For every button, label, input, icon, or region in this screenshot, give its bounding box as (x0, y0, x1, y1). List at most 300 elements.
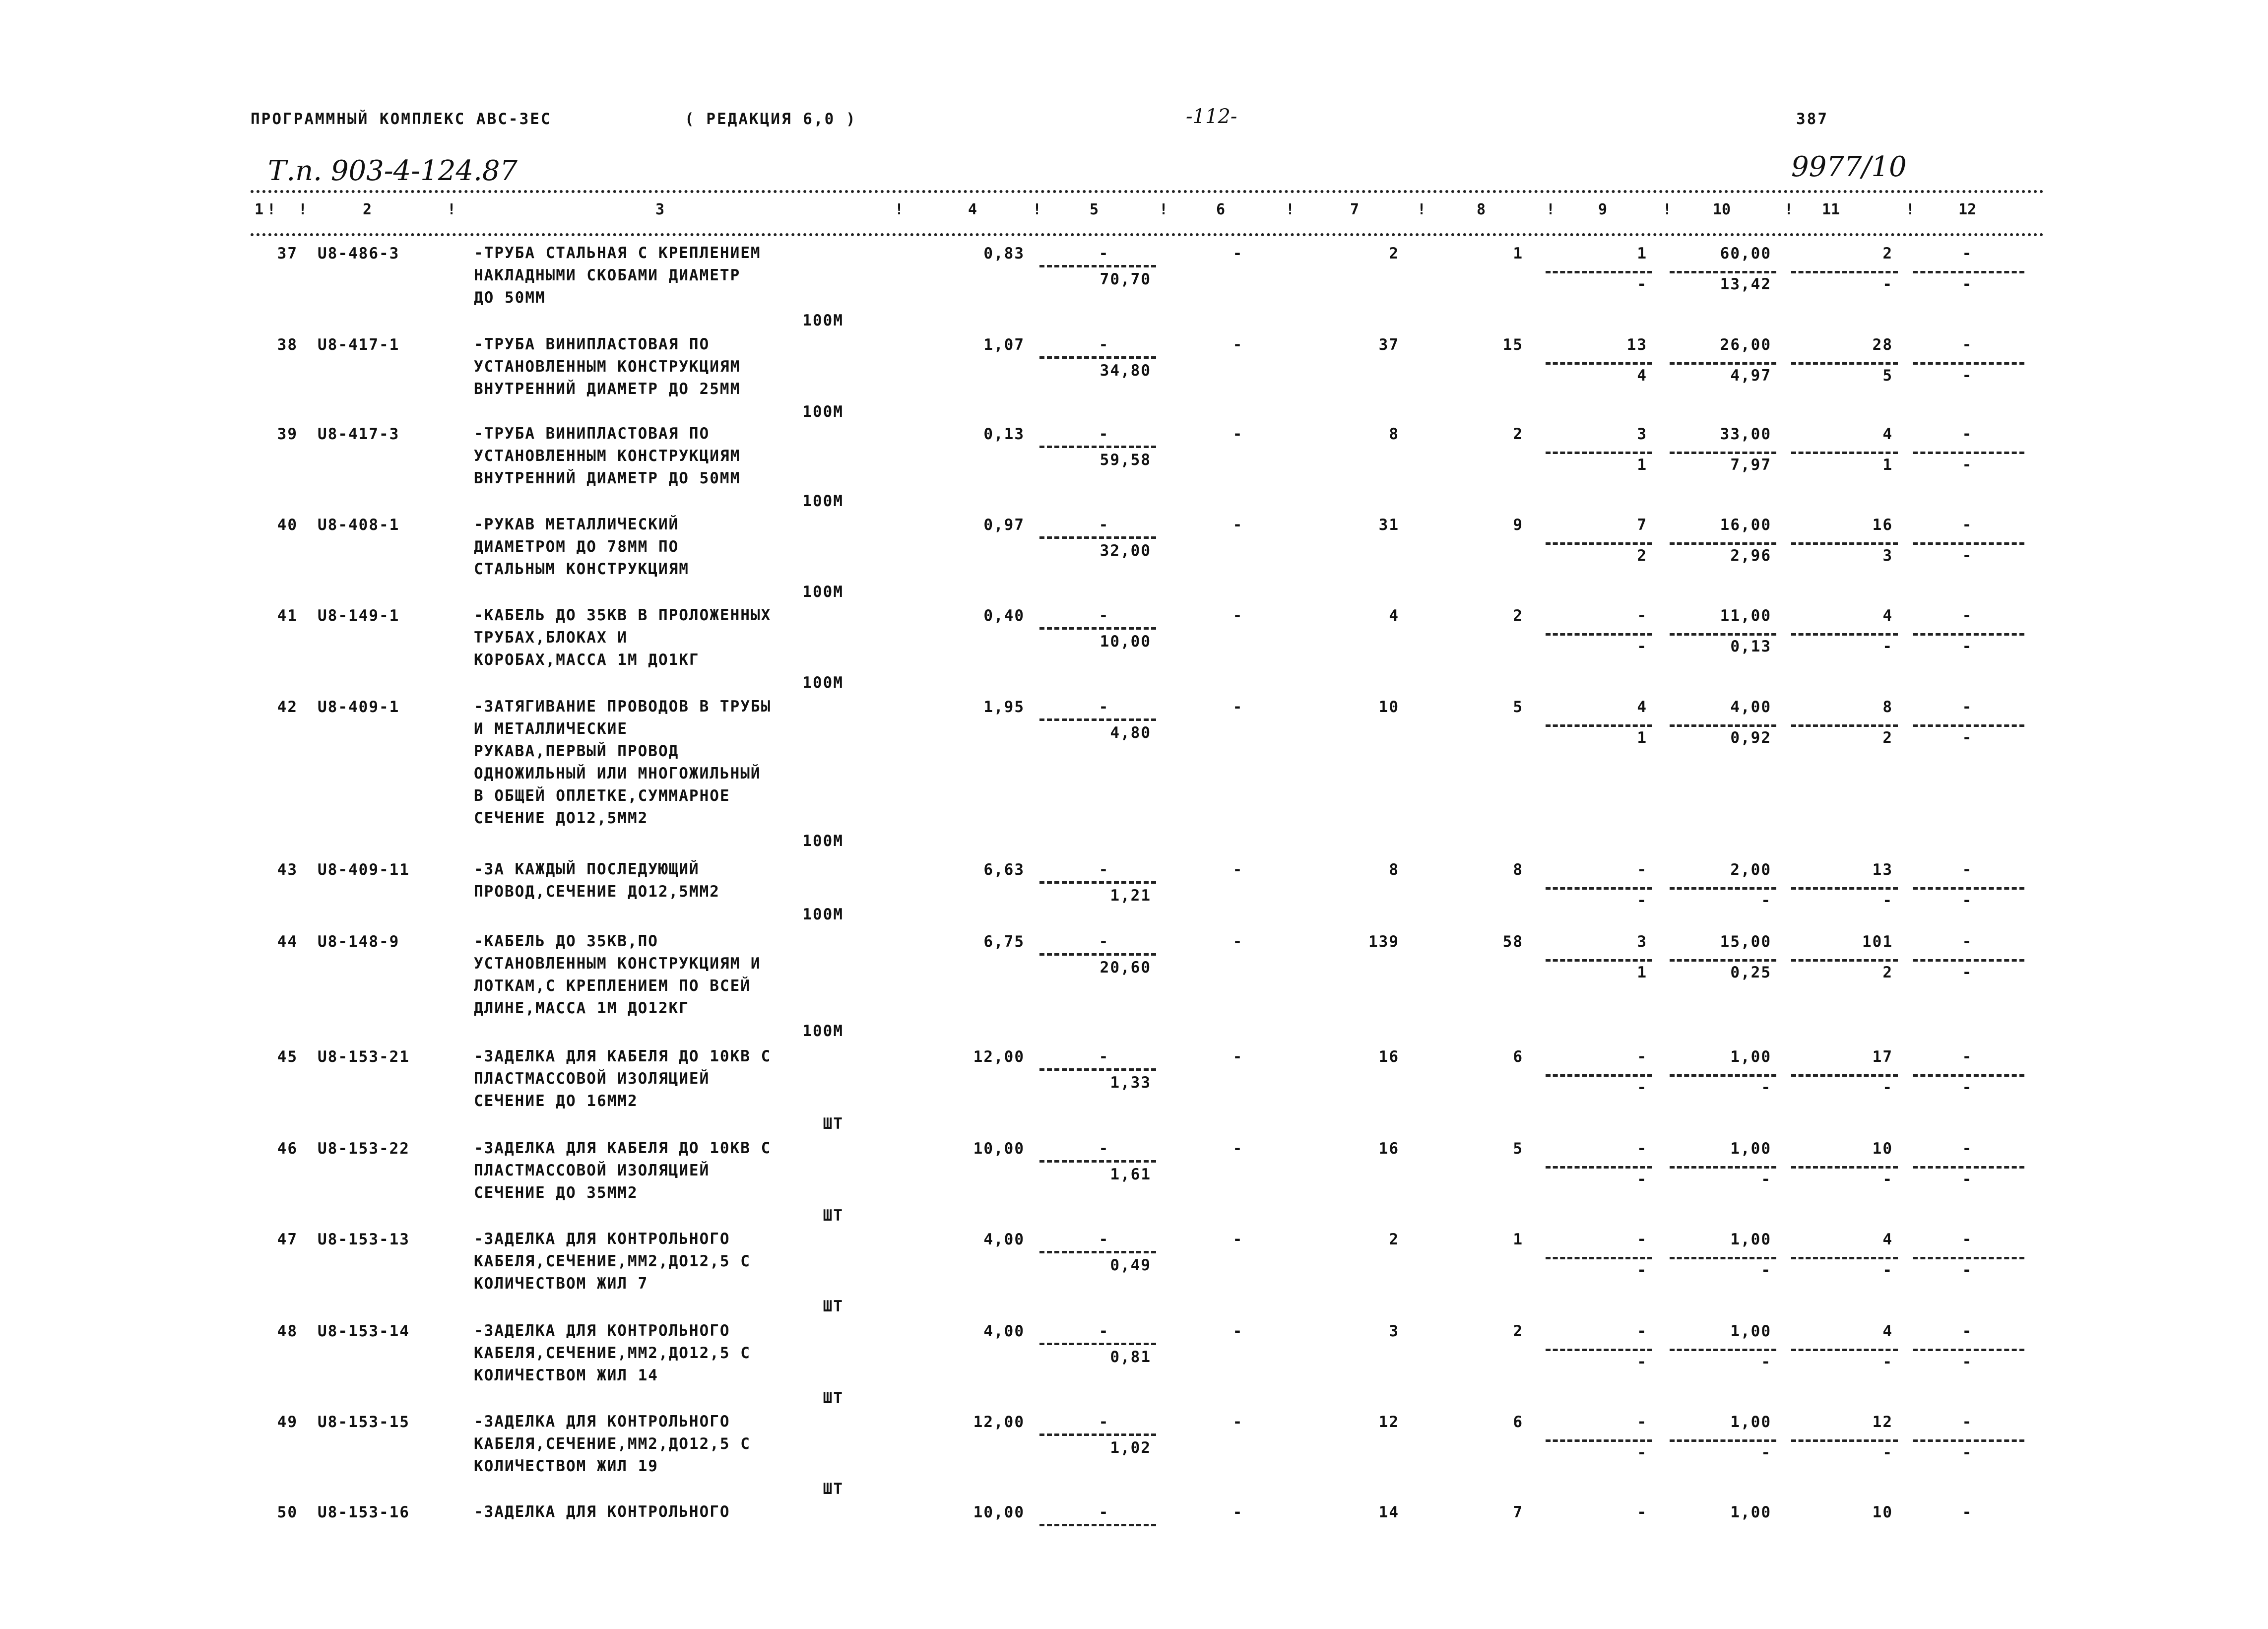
fraction-divider (1791, 1349, 1898, 1351)
rate-code: U8-153-16 (318, 1503, 410, 1521)
col8-value: 5 (1513, 1140, 1523, 1158)
column-header-1: 1 (254, 201, 264, 218)
column-separator: ! (298, 201, 308, 218)
col11-top: 28 (1872, 336, 1893, 354)
measure-unit: 100М (802, 674, 843, 692)
col10-top: 1,00 (1730, 1322, 1771, 1340)
quantity: 4,00 (983, 1322, 1025, 1340)
fraction-divider (1546, 1166, 1652, 1169)
description-line: ВНУТРЕННИЙ ДИАМЕТР ДО 50ММ (474, 469, 741, 487)
col12-bottom: - (1962, 367, 1973, 385)
col9-top: 3 (1637, 933, 1647, 951)
col9-bottom: - (1637, 892, 1647, 910)
col6-value: - (1232, 607, 1243, 625)
col9-top: - (1637, 1322, 1647, 1340)
col11-bottom: - (1882, 275, 1893, 293)
col11-bottom: - (1882, 1444, 1893, 1462)
description-line: -ЗАДЕЛКА ДЛЯ КОНТРОЛЬНОГО (474, 1503, 730, 1521)
col11-top: 4 (1882, 425, 1893, 443)
quantity: 0,40 (983, 607, 1025, 625)
row-number: 39 (277, 425, 298, 443)
fraction-divider (1791, 633, 1898, 636)
col12-top: - (1962, 698, 1973, 716)
col9-top: - (1637, 1413, 1647, 1431)
col5-top: - (1099, 1140, 1109, 1158)
col10-bottom: - (1761, 1444, 1771, 1462)
quantity: 0,13 (983, 425, 1025, 443)
col6-value: - (1232, 1140, 1243, 1158)
col9-top: - (1637, 607, 1647, 625)
fraction-divider (1039, 536, 1156, 539)
fraction-divider (1670, 1439, 1776, 1442)
col12-top: - (1962, 1413, 1973, 1431)
fraction-divider (1670, 1166, 1776, 1169)
col6-value: - (1232, 1503, 1243, 1521)
col7-value: 12 (1378, 1413, 1399, 1431)
col11-top: 16 (1872, 516, 1893, 534)
description-line: ОДНОЖИЛЬНЫЙ ИЛИ МНОГОЖИЛЬНЫЙ (474, 765, 761, 782)
col8-value: 9 (1513, 516, 1523, 534)
fraction-divider (1670, 1074, 1776, 1077)
description-line: КОЛИЧЕСТВОМ ЖИЛ 7 (474, 1275, 648, 1293)
description-line: ДО 50ММ (474, 289, 546, 307)
col11-bottom: - (1882, 892, 1893, 910)
col6-value: - (1232, 698, 1243, 716)
fraction-divider (1791, 1074, 1898, 1077)
description-line: -ТРУБА ВИНИПЛАСТОВАЯ ПО (474, 425, 710, 443)
work-description (474, 604, 771, 671)
description-line: -КАБЕЛЬ ДО 35КВ В ПРОЛОЖЕННЫХ (474, 606, 772, 624)
col10-top: 15,00 (1720, 933, 1771, 951)
col5-top: - (1099, 1322, 1109, 1340)
col5-bottom: 32,00 (1100, 542, 1151, 560)
col6-value: - (1232, 425, 1243, 443)
project-code: Т.п. 903-4-124.87 (268, 155, 518, 187)
col10-top: 26,00 (1720, 336, 1771, 354)
col5-top: - (1099, 933, 1109, 951)
measure-unit: ШТ (823, 1207, 843, 1225)
column-header-12: 12 (1958, 201, 1977, 218)
work-description (474, 1501, 730, 1523)
fraction-divider (1546, 452, 1652, 454)
fraction-divider (1791, 1257, 1898, 1259)
fraction-divider (1791, 362, 1898, 365)
column-header-7: 7 (1350, 201, 1360, 218)
work-description (474, 423, 740, 490)
col11-top: 2 (1882, 245, 1893, 262)
col8-value: 2 (1513, 1322, 1523, 1340)
column-separator: ! (1784, 201, 1794, 218)
col12-bottom: - (1962, 1079, 1973, 1097)
col6-value: - (1232, 1413, 1243, 1431)
fraction-divider (1546, 1074, 1652, 1077)
description-line: КОРОБАХ,МАССА 1М ДО1КГ (474, 651, 700, 669)
description-line: И МЕТАЛЛИЧЕСКИЕ (474, 720, 628, 738)
col11-bottom: 2 (1882, 964, 1893, 981)
rate-code: U8-417-3 (318, 425, 400, 443)
col5-top: - (1099, 245, 1109, 262)
rate-code: U8-486-3 (318, 245, 400, 262)
col9-bottom: 1 (1637, 729, 1647, 747)
fraction-divider (1670, 1349, 1776, 1351)
rate-code: U8-417-1 (318, 336, 400, 354)
col9-top: - (1637, 1140, 1647, 1158)
col10-bottom: 13,42 (1720, 275, 1771, 293)
fraction-divider (1039, 1160, 1156, 1163)
col12-top: - (1962, 933, 1973, 951)
fraction-divider (1546, 542, 1652, 545)
col7-value: 8 (1389, 425, 1399, 443)
col9-top: 13 (1626, 336, 1647, 354)
col5-bottom: 1,21 (1110, 887, 1151, 905)
description-line: УСТАНОВЛЕННЫМ КОНСТРУКЦИЯМ (474, 358, 741, 376)
col5-bottom: 20,60 (1100, 959, 1151, 977)
measure-unit: 100М (802, 832, 843, 850)
col6-value: - (1232, 1231, 1243, 1248)
column-header-8: 8 (1476, 201, 1486, 218)
col11-bottom: - (1882, 638, 1893, 655)
col10-top: 16,00 (1720, 516, 1771, 534)
col7-value: 14 (1378, 1503, 1399, 1521)
measure-unit: 100М (802, 1022, 843, 1040)
col7-value: 10 (1378, 698, 1399, 716)
col11-top: 4 (1882, 607, 1893, 625)
col9-top: 7 (1637, 516, 1647, 534)
description-line: -ЗА КАЖДЫЙ ПОСЛЕДУЮЩИЙ (474, 860, 700, 878)
col8-value: 2 (1513, 607, 1523, 625)
work-description (474, 1411, 751, 1478)
col5-top: - (1099, 698, 1109, 716)
measure-unit: 100М (802, 403, 843, 421)
description-line: НАКЛАДНЫМИ СКОБАМИ ДИАМЕТР (474, 266, 741, 284)
description-line: -РУКАВ МЕТАЛЛИЧЕСКИЙ (474, 516, 679, 533)
column-separator: ! (266, 201, 276, 218)
column-header-9: 9 (1598, 201, 1608, 218)
fraction-divider (1039, 1434, 1156, 1436)
col5-top: - (1099, 336, 1109, 354)
col10-bottom: - (1761, 892, 1771, 910)
work-description (474, 333, 740, 400)
col11-top: 10 (1872, 1140, 1893, 1158)
description-line: КАБЕЛЯ,СЕЧЕНИЕ,ММ2,ДО12,5 С (474, 1344, 751, 1362)
fraction-divider (1039, 1068, 1156, 1071)
row-number: 47 (277, 1231, 298, 1248)
col5-top: - (1099, 1413, 1109, 1431)
header-bottom-rule (251, 233, 2044, 236)
row-number: 37 (277, 245, 298, 262)
description-line: СЕЧЕНИЕ ДО 16ММ2 (474, 1092, 638, 1110)
col11-bottom: - (1882, 1079, 1893, 1097)
col12-top: - (1962, 861, 1973, 879)
column-separator: ! (447, 201, 456, 218)
col8-value: 5 (1513, 698, 1523, 716)
col10-top: 60,00 (1720, 245, 1771, 262)
col10-top: 4,00 (1730, 698, 1771, 716)
description-line: КОЛИЧЕСТВОМ ЖИЛ 14 (474, 1367, 658, 1384)
col6-value: - (1232, 1322, 1243, 1340)
col6-value: - (1232, 861, 1243, 879)
col10-bottom: - (1761, 1261, 1771, 1279)
col7-value: 16 (1378, 1140, 1399, 1158)
col8-value: 58 (1502, 933, 1523, 951)
description-line: РУКАВА,ПЕРВЫЙ ПРОВОД (474, 742, 679, 760)
col10-top: 33,00 (1720, 425, 1771, 443)
col7-value: 2 (1389, 1231, 1399, 1248)
col5-top: - (1099, 861, 1109, 879)
col12-top: - (1962, 607, 1973, 625)
fraction-divider (1039, 265, 1156, 267)
col12-bottom: - (1962, 638, 1973, 655)
rate-code: U8-149-1 (318, 607, 400, 625)
fraction-divider (1546, 724, 1652, 727)
col12-bottom: - (1962, 456, 1973, 474)
quantity: 0,97 (983, 516, 1025, 534)
rate-code: U8-153-15 (318, 1413, 410, 1431)
row-number: 50 (277, 1503, 298, 1521)
col11-top: 12 (1872, 1413, 1893, 1431)
col9-bottom: - (1637, 275, 1647, 293)
col10-bottom: - (1761, 1353, 1771, 1371)
col8-value: 6 (1513, 1413, 1523, 1431)
row-number: 48 (277, 1322, 298, 1340)
row-number: 46 (277, 1140, 298, 1158)
column-header-11: 11 (1821, 201, 1840, 218)
row-number: 41 (277, 607, 298, 625)
col10-bottom: 2,96 (1730, 547, 1771, 565)
col11-top: 13 (1872, 861, 1893, 879)
fraction-divider (1791, 1166, 1898, 1169)
col12-top: - (1962, 1231, 1973, 1248)
col12-top: - (1962, 336, 1973, 354)
col7-value: 8 (1389, 861, 1399, 879)
col5-bottom: 4,80 (1110, 724, 1151, 742)
fraction-divider (1791, 542, 1898, 545)
description-line: -ЗАДЕЛКА ДЛЯ КОНТРОЛЬНОГО (474, 1322, 730, 1340)
column-header-2: 2 (362, 201, 372, 218)
col12-top: - (1962, 1140, 1973, 1158)
fraction-divider (1039, 881, 1156, 884)
quantity: 10,00 (973, 1140, 1025, 1158)
col6-value: - (1232, 516, 1243, 534)
col9-top: 3 (1637, 425, 1647, 443)
fraction-divider (1546, 887, 1652, 890)
work-description (474, 242, 761, 309)
col10-bottom: 7,97 (1730, 456, 1771, 474)
description-line: -ТРУБА СТАЛЬНАЯ С КРЕПЛЕНИЕМ (474, 244, 761, 262)
col7-value: 2 (1389, 245, 1399, 262)
description-line: В ОБЩЕЙ ОПЛЕТКЕ,СУММАРНОЕ (474, 787, 730, 805)
col12-top: - (1962, 1048, 1973, 1066)
col7-value: 31 (1378, 516, 1399, 534)
col8-value: 1 (1513, 1231, 1523, 1248)
col10-top: 1,00 (1730, 1503, 1771, 1521)
col8-value: 15 (1502, 336, 1523, 354)
col8-value: 7 (1513, 1503, 1523, 1521)
row-number: 42 (277, 698, 298, 716)
measure-unit: 100М (802, 492, 843, 510)
description-line: ДИАМЕТРОМ ДО 78ММ ПО (474, 538, 679, 556)
col11-top: 4 (1882, 1322, 1893, 1340)
col9-bottom: 1 (1637, 964, 1647, 981)
description-line: СЕЧЕНИЕ ДО12,5ММ2 (474, 809, 648, 827)
col10-top: 1,00 (1730, 1231, 1771, 1248)
quantity: 6,63 (983, 861, 1025, 879)
quantity: 1,07 (983, 336, 1025, 354)
col12-bottom: - (1962, 547, 1973, 565)
fraction-divider (1039, 1343, 1156, 1345)
col9-bottom: 4 (1637, 367, 1647, 385)
column-separator: ! (1285, 201, 1295, 218)
quantity: 6,75 (983, 933, 1025, 951)
col10-top: 2,00 (1730, 861, 1771, 879)
description-line: ЛОТКАМ,С КРЕПЛЕНИЕМ ПО ВСЕЙ (474, 977, 751, 995)
col9-top: - (1637, 1231, 1647, 1248)
row-number: 49 (277, 1413, 298, 1431)
fraction-divider (1039, 627, 1156, 630)
col9-bottom: - (1637, 1079, 1647, 1097)
col7-value: 16 (1378, 1048, 1399, 1066)
measure-unit: ШТ (823, 1298, 843, 1315)
fraction-divider (1039, 1524, 1156, 1526)
col12-bottom: - (1962, 964, 1973, 981)
column-separator: ! (1159, 201, 1168, 218)
col7-value: 3 (1389, 1322, 1399, 1340)
col9-top: 4 (1637, 698, 1647, 716)
fraction-divider (1791, 959, 1898, 962)
column-separator: ! (1032, 201, 1042, 218)
fraction-divider (1546, 1257, 1652, 1259)
description-line: ВНУТРЕННИЙ ДИАМЕТР ДО 25ММ (474, 380, 741, 398)
col5-top: - (1099, 607, 1109, 625)
edition-label: ( РЕДАКЦИЯ 6,0 ) (685, 110, 857, 128)
measure-unit: ШТ (823, 1480, 843, 1498)
col10-bottom: 0,13 (1730, 638, 1771, 655)
column-separator: ! (894, 201, 904, 218)
fraction-divider (1546, 633, 1652, 636)
program-title: ПРОГРАММНЫЙ КОМПЛЕКС АВС-ЗЕС (251, 110, 552, 128)
work-description (474, 1137, 771, 1204)
col11-top: 4 (1882, 1231, 1893, 1248)
col9-top: - (1637, 1048, 1647, 1066)
column-separator: ! (1662, 201, 1672, 218)
col5-bottom: 1,61 (1110, 1166, 1151, 1183)
description-line: КАБЕЛЯ,СЕЧЕНИЕ,ММ2,ДО12,5 С (474, 1252, 751, 1270)
col5-bottom: 10,00 (1100, 633, 1151, 651)
col7-value: 37 (1378, 336, 1399, 354)
rate-code: U8-409-11 (318, 861, 410, 879)
description-line: СТАЛЬНЫМ КОНСТРУКЦИЯМ (474, 560, 689, 578)
col12-top: - (1962, 1503, 1973, 1521)
col10-top: 11,00 (1720, 607, 1771, 625)
col9-bottom: - (1637, 1353, 1647, 1371)
rate-code: U8-408-1 (318, 516, 400, 534)
work-description (474, 514, 689, 581)
rate-code: U8-148-9 (318, 933, 400, 951)
fraction-divider (1791, 724, 1898, 727)
work-description (474, 1228, 751, 1295)
col12-bottom: - (1962, 1171, 1973, 1188)
col10-top: 1,00 (1730, 1140, 1771, 1158)
col5-top: - (1099, 1503, 1109, 1521)
col9-top: 1 (1637, 245, 1647, 262)
fraction-divider (1791, 452, 1898, 454)
col12-top: - (1962, 1322, 1973, 1340)
fraction-divider (1546, 362, 1652, 365)
col6-value: - (1232, 1048, 1243, 1066)
col6-value: - (1232, 933, 1243, 951)
col9-bottom: - (1637, 1444, 1647, 1462)
fraction-divider (1670, 887, 1776, 890)
page-center-mark: -112- (1186, 105, 1237, 128)
col7-value: 4 (1389, 607, 1399, 625)
fraction-divider (1791, 887, 1898, 890)
col12-bottom: - (1962, 1261, 1973, 1279)
col10-bottom: 0,92 (1730, 729, 1771, 747)
description-line: -КАБЕЛЬ ДО 35КВ,ПО (474, 932, 658, 950)
measure-unit: 100М (802, 906, 843, 923)
description-line: УСТАНОВЛЕННЫМ КОНСТРУКЦИЯМ И (474, 955, 761, 973)
work-description (474, 696, 771, 830)
col11-bottom: 2 (1882, 729, 1893, 747)
col12-bottom: - (1962, 275, 1973, 293)
description-line: ПРОВОД,СЕЧЕНИЕ ДО12,5ММ2 (474, 883, 720, 901)
row-number: 44 (277, 933, 298, 951)
col5-top: - (1099, 516, 1109, 534)
rate-code: U8-153-14 (318, 1322, 410, 1340)
col5-bottom: 1,02 (1110, 1439, 1151, 1457)
description-line: СЕЧЕНИЕ ДО 35ММ2 (474, 1184, 638, 1202)
col10-bottom: - (1761, 1171, 1771, 1188)
col11-top: 10 (1872, 1503, 1893, 1521)
doc-code: 9977/10 (1791, 151, 1907, 183)
fraction-divider (1546, 1439, 1652, 1442)
col5-bottom: 0,49 (1110, 1256, 1151, 1274)
col10-top: 1,00 (1730, 1048, 1771, 1066)
fraction-divider (1039, 356, 1156, 359)
col11-bottom: - (1882, 1171, 1893, 1188)
column-header-3: 3 (655, 201, 665, 218)
col11-top: 101 (1862, 933, 1893, 951)
work-description (474, 858, 720, 903)
col9-bottom: - (1637, 1261, 1647, 1279)
description-line: ТРУБАХ,БЛОКАХ И (474, 629, 628, 647)
fraction-divider (1791, 1439, 1898, 1442)
rate-code: U8-153-21 (318, 1048, 410, 1066)
fraction-divider (1039, 718, 1156, 721)
fraction-divider (1546, 1349, 1652, 1351)
col9-bottom: 1 (1637, 456, 1647, 474)
fraction-divider (1039, 1251, 1156, 1253)
column-header-10: 10 (1712, 201, 1731, 218)
work-description (474, 1045, 771, 1112)
fraction-divider (1546, 959, 1652, 962)
work-description (474, 1320, 751, 1387)
col11-bottom: 3 (1882, 547, 1893, 565)
description-line: ДЛИНЕ,МАССА 1М ДО12КГ (474, 999, 689, 1017)
column-separator: ! (1417, 201, 1426, 218)
measure-unit: ШТ (823, 1115, 843, 1133)
col10-bottom: 0,25 (1730, 964, 1771, 981)
description-line: КАБЕЛЯ,СЕЧЕНИЕ,ММ2,ДО12,5 С (474, 1435, 751, 1453)
description-line: -ЗАДЕЛКА ДЛЯ КОНТРОЛЬНОГО (474, 1230, 730, 1248)
quantity: 0,83 (983, 245, 1025, 262)
col12-bottom: - (1962, 892, 1973, 910)
col12-bottom: - (1962, 1444, 1973, 1462)
col11-top: 17 (1872, 1048, 1893, 1066)
col9-top: - (1637, 861, 1647, 879)
col10-top: 1,00 (1730, 1413, 1771, 1431)
description-line: УСТАНОВЛЕННЫМ КОНСТРУКЦИЯМ (474, 447, 741, 465)
